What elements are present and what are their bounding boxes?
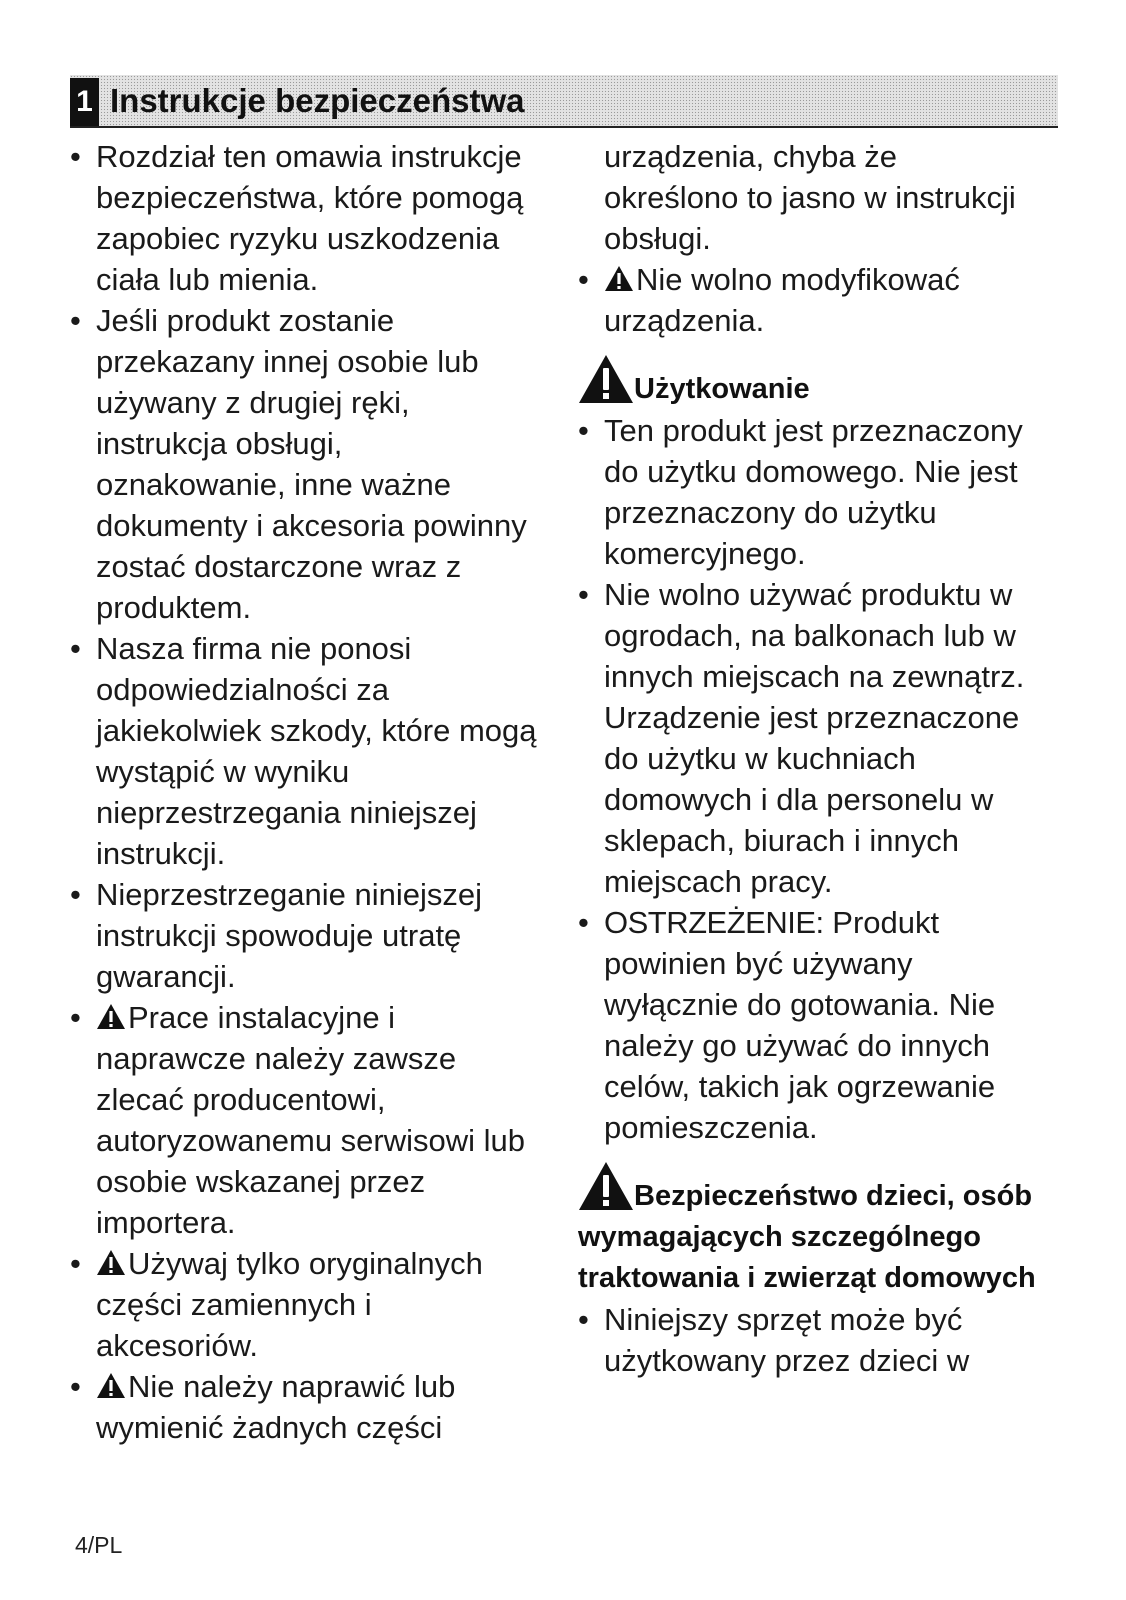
list-item-continuation: urządzenia, chyba że określono to jasno w instrukcji obsługi. xyxy=(604,139,1016,256)
list-item: • Nieprzestrzeganie niniejszej instrukcji spowoduje utratę gwarancji. xyxy=(70,877,482,994)
chapter-title: Instrukcje bezpieczeństwa xyxy=(110,82,525,119)
list-item: • Ten produkt jest przeznaczony do użytku domowego. Nie jest przeznaczony do użytku komercyjnego. xyxy=(578,413,1023,571)
right-column xyxy=(578,136,1038,1381)
warning-triangle-icon xyxy=(578,1161,634,1211)
warning-triangle-icon xyxy=(578,354,634,404)
list-item: • Nie wolno modyfikować urządzenia. xyxy=(578,262,960,338)
list-item: • Prace instalacyjne i naprawcze należy zawsze zlecać producentowi, autoryzowanemu serwisowi lub osobie wskazanej przez importera. xyxy=(70,1000,526,1240)
chapter-header xyxy=(70,75,1058,128)
list-item: • Używaj tylko oryginalnych części zamiennych i akcesoriów. xyxy=(70,1246,483,1363)
list-item: • Nie należy naprawić lub wymienić żadnych części xyxy=(70,1369,456,1445)
left-column xyxy=(70,136,540,1448)
section-heading-usage: Użytkowanie xyxy=(578,354,1038,410)
warning-triangle-icon xyxy=(604,265,634,292)
list-item: • OSTRZEŻENIE: Produkt powinien być używany wyłącznie do gotowania. Nie należy go używać do innych celów, takich jak ogrzewanie pomieszczenia. xyxy=(578,905,996,1145)
list-item: • Nasza firma nie ponosi odpowiedzialności za jakiekolwiek szkody, które mogą wystąpić w wyniku nieprzestrzegania niniejszej instrukcji. xyxy=(70,631,537,871)
list-item: • Nie wolno używać produktu w ogrodach, na balkonach lub w innych miejscach na zewnątrz. Urządzenie jest przeznaczone do użytku w kuchniach domowych i dla personelu w sklepach, biurach i innych miejscach pracy. xyxy=(578,577,1025,899)
warning-label: OSTRZEŻENIE: xyxy=(604,905,824,940)
warning-triangle-icon xyxy=(96,1372,126,1399)
section-heading-child-safety: Bezpieczeństwo dzieci, osób wymagających szczególnego traktowania i zwierząt domowych xyxy=(578,1161,1038,1299)
list-item: • Rozdział ten omawia instrukcje bezpieczeństwa, które pomogą zapobiec ryzyku uszkodzenia ciała lub mienia. xyxy=(70,139,524,297)
list-item: • Niniejszy sprzęt może być użytkowany przez dzieci w xyxy=(578,1302,970,1378)
page-number: 4/PL xyxy=(75,1532,123,1558)
list-item: • Jeśli produkt zostanie przekazany innej osobie lub używany z drugiej ręki, instrukcja obsługi, oznakowanie, inne ważne dokumenty i akcesoria powinny zostać dostarczone wraz z produktem. xyxy=(70,303,527,625)
warning-triangle-icon xyxy=(96,1003,126,1030)
chapter-number: 1 xyxy=(70,78,99,126)
warning-triangle-icon xyxy=(96,1249,126,1276)
